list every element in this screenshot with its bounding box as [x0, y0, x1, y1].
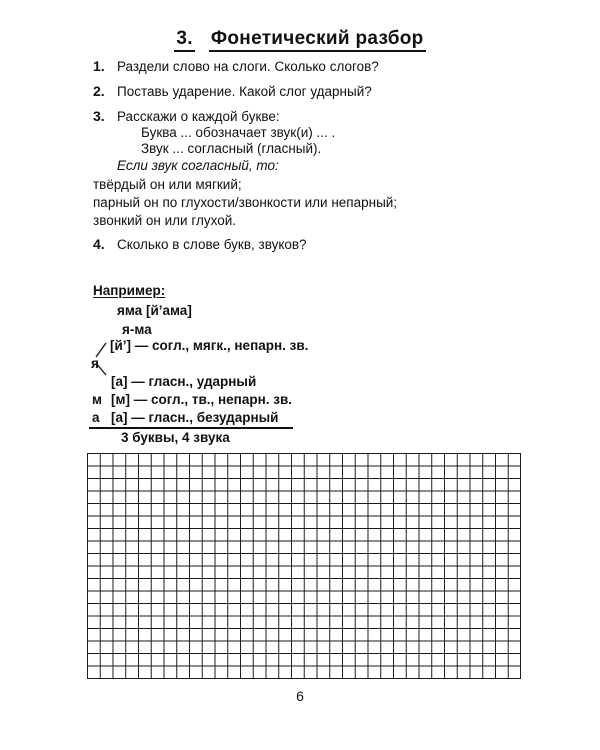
consonant-note: Если звук согласный, то: [117, 158, 279, 173]
example-row-a-text: [а] — гласн., безударный [111, 410, 279, 425]
consonant-line-2: парный он по глухости/звонкости или непарный; [93, 195, 398, 210]
example-row-a-letter: а [92, 410, 100, 425]
step-3: 3. Расскажи о каждой букве: [93, 108, 280, 124]
grid-paper [87, 453, 521, 679]
example-word-transcription: яма [й’ама] [117, 303, 192, 318]
consonant-line-3: звонкий он или глухой. [93, 213, 236, 228]
step-3-sub-1: Буква ... обозначает звук(и) ... . [141, 125, 336, 140]
step-4: 4. Сколько в слове букв, звуков? [93, 236, 307, 252]
example-letter-ya: я [91, 356, 99, 371]
page-title [0, 28, 600, 50]
step-2: 2. Поставь ударение. Какой слог ударный? [93, 83, 372, 99]
title-number: 3. [174, 28, 194, 52]
example-summary: 3 буквы, 4 звука [121, 430, 230, 445]
example-branch-bottom: [а] — гласн., ударный [111, 374, 257, 389]
example-divider [89, 427, 293, 429]
step-3-sub-2: Звук ... согласный (гласный). [141, 141, 322, 156]
example-branch-top: [й’] — согл., мягк., непарн. зв. [110, 338, 309, 353]
page-number: 6 [296, 688, 304, 704]
example-syllables: я-ма [122, 322, 152, 337]
example-row-m-letter: м [92, 392, 102, 407]
title-text: Фонетический разбор [209, 28, 426, 52]
example-heading: Например: [93, 283, 166, 298]
consonant-line-1: твёрдый он или мягкий; [93, 177, 242, 192]
step-1: 1. Раздели слово на слоги. Сколько слогов? [93, 58, 379, 74]
example-row-m-text: [м] — согл., тв., непарн. зв. [111, 392, 292, 407]
